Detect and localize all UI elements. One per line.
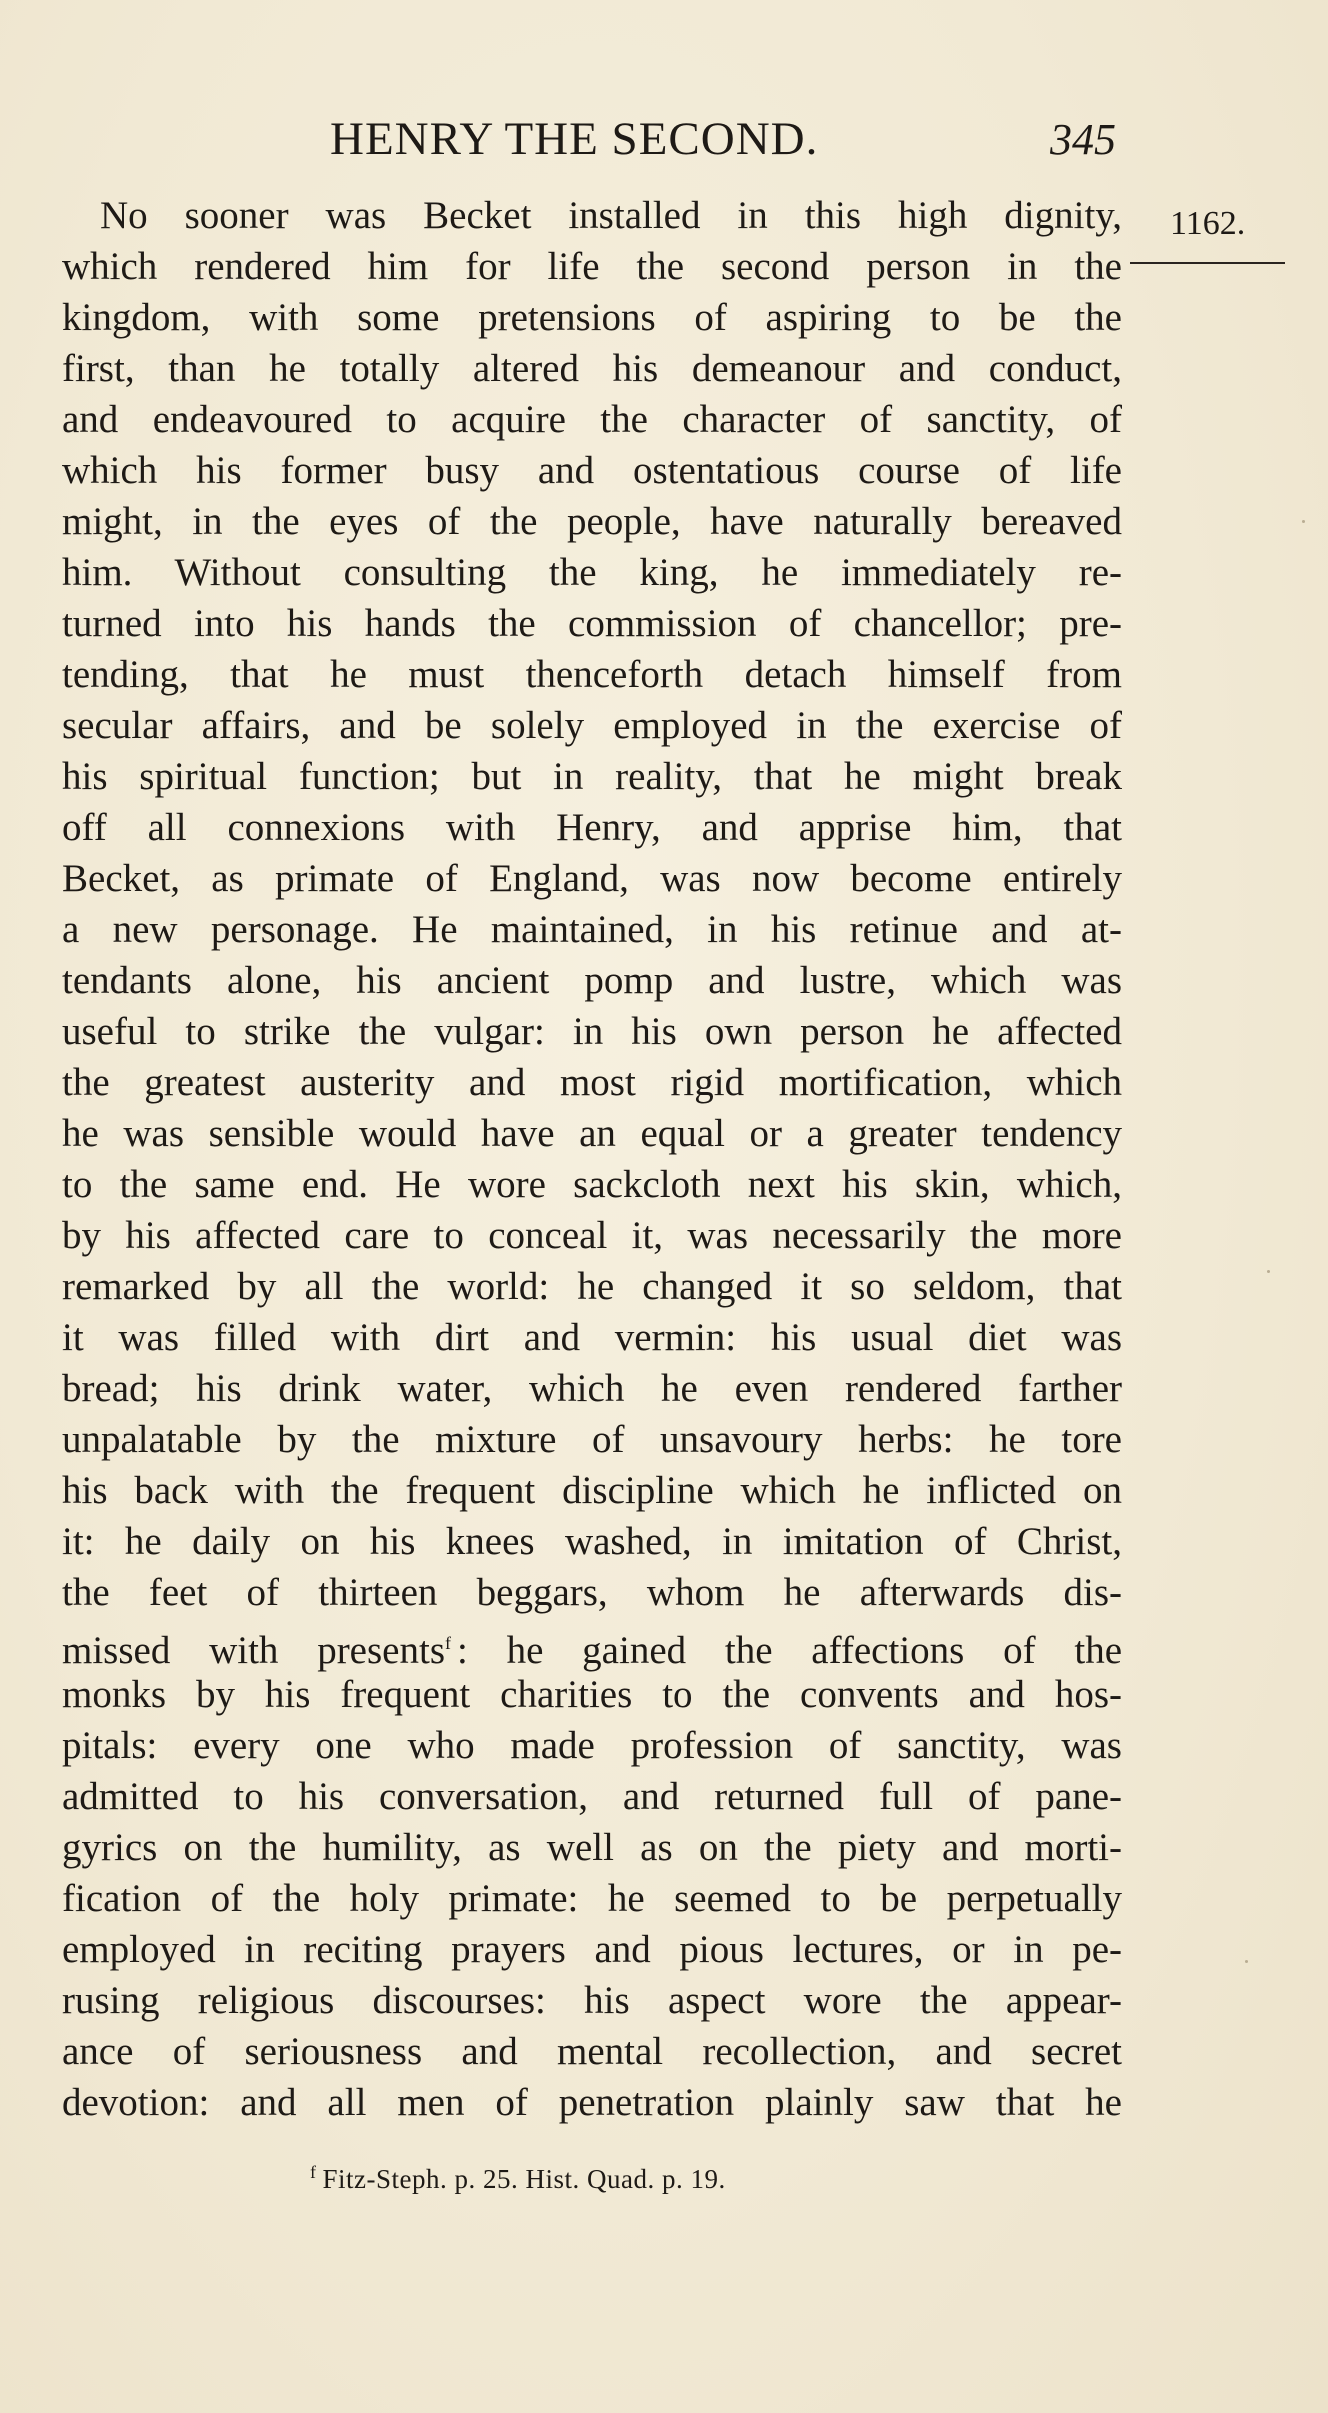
text-line: tending, that he must thenceforth detach himself from — [62, 653, 1122, 696]
text-line: the feet of thirteen beggars, whom he afterwards dis- — [62, 1571, 1122, 1614]
paper-speck — [1267, 1270, 1270, 1273]
footnote-mark: f — [310, 2162, 317, 2182]
text-line: him. Without consulting the king, he immediately re- — [62, 551, 1122, 594]
text-line: a new personage. He maintained, in his retinue and at- — [62, 908, 1122, 951]
text-line: fication of the holy primate: he seemed to be perpetually — [62, 1877, 1122, 1920]
text-line: bread; his drink water, which he even rendered farther — [62, 1367, 1122, 1410]
running-title: HENRY THE SECOND. — [330, 113, 819, 165]
text-line: first, than he totally altered his demeanour and conduct, — [62, 347, 1122, 390]
text-line: which his former busy and ostentatious course of life — [62, 449, 1122, 492]
text-line: unpalatable by the mixture of unsavoury herbs: he tore — [62, 1418, 1122, 1461]
text-line: remarked by all the world: he changed it so seldom, that — [62, 1265, 1122, 1308]
text-line: and endeavoured to acquire the character of sanctity, of — [62, 398, 1122, 441]
text-line: secular affairs, and be solely employed in the exercise of — [62, 704, 1122, 747]
text-fragment: : he gained the affections of the — [457, 1629, 1122, 1672]
text-fragment: missed with presents — [62, 1629, 445, 1672]
text-line: kingdom, with some pretensions of aspiring to be the — [62, 296, 1122, 339]
text-line: pitals: every one who made profession of sanctity, was — [62, 1724, 1122, 1767]
body-text — [62, 190, 1122, 2128]
text-line: might, in the eyes of the people, have naturally bereaved — [62, 500, 1122, 543]
text-line: his back with the frequent discipline which he inflicted on — [62, 1469, 1122, 1512]
paper-speck — [1302, 520, 1305, 523]
text-line: his spiritual function; but in reality, that he might break — [62, 755, 1122, 798]
text-line: it: he daily on his knees washed, in imitation of Christ, — [62, 1520, 1122, 1563]
text-line: gyrics on the humility, as well as on the piety and morti- — [62, 1826, 1122, 1869]
text-line: off all connexions with Henry, and apprise him, that — [62, 806, 1122, 849]
text-line: employed in reciting prayers and pious lectures, or in pe- — [62, 1928, 1122, 1971]
text-line: the greatest austerity and most rigid mortification, which — [62, 1061, 1122, 1104]
text-line: he was sensible would have an equal or a greater tendency — [62, 1112, 1122, 1155]
text-line: devotion: and all men of penetration plainly saw that he — [62, 2081, 1122, 2124]
text-line: admitted to his conversation, and returned full of pane- — [62, 1775, 1122, 1818]
text-line: tendants alone, his ancient pomp and lustre, which was — [62, 959, 1122, 1002]
paper-speck — [1245, 1960, 1248, 1963]
page-number: 345 — [1050, 115, 1116, 164]
text-line-with-footnote-ref — [62, 1618, 1122, 1672]
text-line: by his affected care to conceal it, was necessarily the more — [62, 1214, 1122, 1257]
text-line: Becket, as primate of England, was now become entirely — [62, 857, 1122, 900]
text-line: to the same end. He wore sackcloth next his skin, which, — [62, 1163, 1122, 1206]
text-line: No sooner was Becket installed in this high dignity, — [100, 194, 1122, 237]
text-line: turned into his hands the commission of chancellor; pre- — [62, 602, 1122, 645]
page-header — [0, 112, 1328, 172]
text-line: rusing religious discourses: his aspect wore the appear- — [62, 1979, 1122, 2022]
footnote-text: Fitz-Steph. p. 25. Hist. Quad. p. 19. — [322, 2164, 726, 2194]
footnote-reference: f — [445, 1633, 451, 1653]
text-line: useful to strike the vulgar: in his own person he affected — [62, 1010, 1122, 1053]
text-line: monks by his frequent charities to the convents and hos- — [62, 1673, 1122, 1716]
footnote — [310, 2162, 726, 2195]
margin-year-note: 1162. — [1170, 205, 1246, 242]
text-line: which rendered him for life the second person in the — [62, 245, 1122, 288]
text-line: ance of seriousness and mental recollection, and secret — [62, 2030, 1122, 2073]
text-line: it was filled with dirt and vermin: his usual diet was — [62, 1316, 1122, 1359]
margin-rule — [1130, 262, 1285, 264]
